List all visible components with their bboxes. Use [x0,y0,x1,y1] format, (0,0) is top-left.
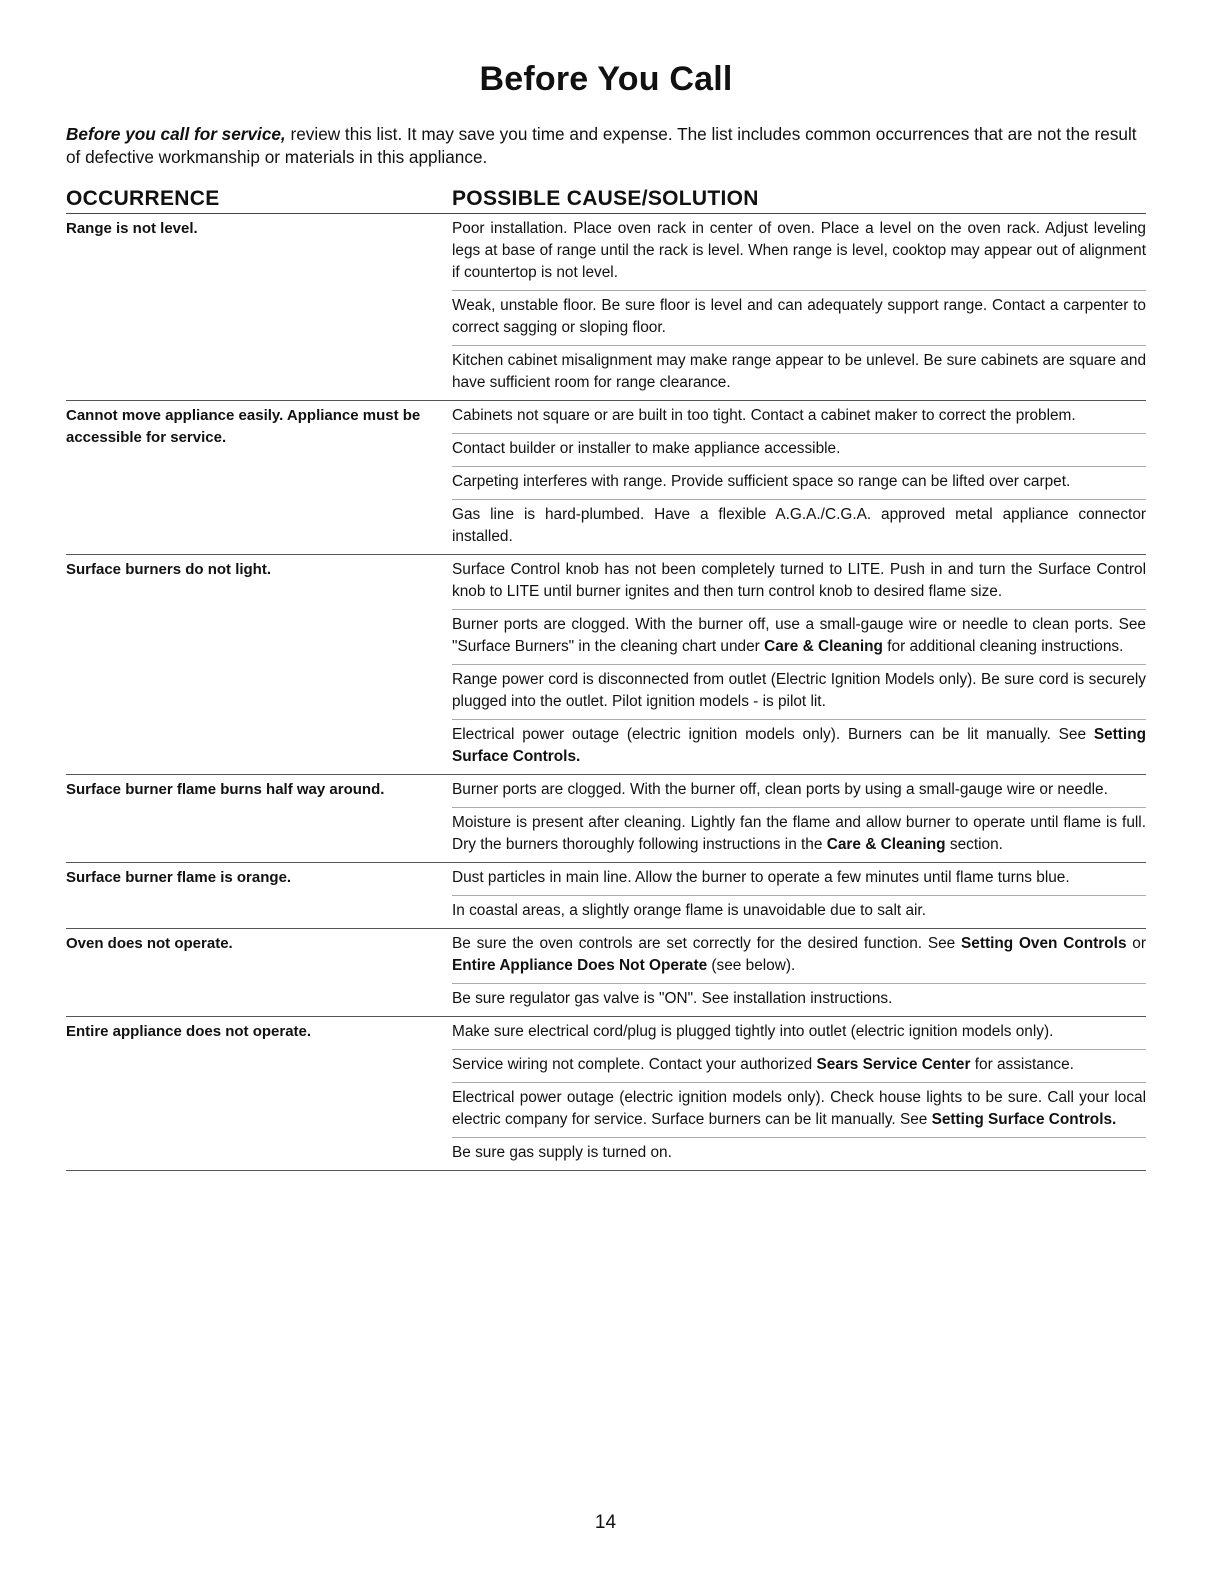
bold-reference: Care & Cleaning [826,836,946,853]
occurrence-cell: Surface burners do not light. [66,561,272,578]
solution-item [452,1138,1146,1170]
occurrence-cell: Surface burner flame burns half way around. [66,781,385,798]
solution-item [452,467,1146,500]
solution-item [452,929,1146,984]
solution-text: Be sure gas supply is turned on. [452,1144,672,1161]
solution-item [452,863,1146,896]
occurrence-header: OCCURRENCE [66,187,220,210]
occurrence-cell: Surface burner flame is orange. [66,869,292,886]
solution-text: Electrical power outage (electric ignition models only). Check house lights to be sure. Call your local electric company for service. Surface burners can be lit manually. See [452,1089,1146,1128]
table-row [66,1017,1146,1171]
solution-item [452,214,1146,291]
bold-reference: Care & Cleaning [764,638,883,655]
solution-list [452,1017,1146,1170]
solution-text: Burner ports are clogged. With the burner off, use a small-gauge wire or needle to clean ports. See "Surface Burners" in the cleaning chart under [452,616,1146,655]
solution-text: Dust particles in main line. Allow the burner to operate a few minutes until flame turns blue. [452,869,1070,886]
solution-item [452,610,1146,665]
solution-list [452,863,1146,928]
solution-list [452,555,1146,774]
solution-item [452,720,1146,774]
solution-text: Surface Control knob has not been completely turned to LITE. Push in and turn the Surface Control knob to LITE until burner ignites and then turn control knob to desired flame size. [452,561,1146,600]
table-row [66,863,1146,929]
solution-text: Kitchen cabinet misalignment may make range appear to be unlevel. Be sure cabinets are square and have sufficient room for range clearance. [452,352,1146,391]
solution-text: Contact builder or installer to make appliance accessible. [452,440,841,457]
bold-reference: Entire Appliance Does Not Operate [452,957,708,974]
table-row [66,401,1146,555]
solution-list [452,401,1146,554]
bold-reference: Setting Surface Controls. [931,1111,1117,1128]
solution-item [452,984,1146,1016]
solution-text: Poor installation. Place oven rack in center of oven. Place a level on the oven rack. Adjust leveling legs at base of range until the rack is level. When range is level, cooktop may appear out of alignment if countertop is not level. [452,220,1146,281]
solution-item [452,1050,1146,1083]
page-number: 14 [594,1512,617,1533]
table-row [66,775,1146,863]
solution-item [452,555,1146,610]
solution-text: Be sure the oven controls are set correctly for the desired function. See [452,935,962,952]
solution-text: Burner ports are clogged. With the burner off, clean ports by using a small-gauge wire or needle. [452,781,1108,798]
table-row [66,929,1146,1017]
solution-text: Make sure electrical cord/plug is plugged tightly into outlet (electric ignition models only). [452,1023,1054,1040]
solution-text: Service wiring not complete. Contact your authorized [452,1056,817,1073]
solution-item [452,291,1146,346]
solution-text: for assistance. [970,1056,1074,1073]
solution-text: Electrical power outage (electric ignition models only). Burners can be lit manually. See [452,726,1094,743]
solution-item [452,500,1146,554]
occurrence-cell: Entire appliance does not operate. [66,1023,312,1040]
troubleshooting-table [66,214,1146,1171]
solution-text: Carpeting interferes with range. Provide sufficient space so range can be lifted over carpet. [452,473,1071,490]
solution-item [452,346,1146,400]
bold-reference: Setting Surface Controls. [452,726,1146,765]
solution-item [452,775,1146,808]
column-headers [66,187,1146,214]
bold-reference: Sears Service Center [816,1056,971,1073]
intro-paragraph [66,123,1146,169]
occurrence-cell: Range is not level. [66,220,198,237]
solution-list [452,214,1146,400]
solution-text: or [1126,935,1146,952]
solution-list [452,775,1146,862]
solution-text: for additional cleaning instructions. [882,638,1124,655]
solution-text: (see below). [707,957,796,974]
solution-text: Gas line is hard-plumbed. Have a flexible A.G.A./C.G.A. approved metal appliance connector installed. [452,506,1146,545]
intro-text: review this list. It may save you time and expense. The list includes common occurrences that are not the result of defective workmanship or materials in this appliance. [66,124,1137,167]
solution-item [452,401,1146,434]
solution-item [452,896,1146,928]
solution-list [452,929,1146,1016]
solution-item [452,808,1146,862]
occurrence-cell: Cannot move appliance easily. Appliance must be accessible for service. [66,407,421,446]
table-row [66,214,1146,401]
solution-text: In coastal areas, a slightly orange flame is unavoidable due to salt air. [452,902,926,919]
page-title: Before You Call [479,60,733,98]
solution-item [452,1017,1146,1050]
intro-lead: Before you call for service, [66,124,286,144]
occurrence-cell: Oven does not operate. [66,935,233,952]
solution-header: POSSIBLE CAUSE/SOLUTION [452,187,759,210]
solution-item [452,1083,1146,1138]
solution-text: Be sure regulator gas valve is "ON". See installation instructions. [452,990,893,1007]
solution-text: Moisture is present after cleaning. Lightly fan the flame and allow burner to operate until flame is full. Dry the burners thoroughly following instructions in the [452,814,1146,853]
solution-item [452,434,1146,467]
solution-text: Cabinets not square or are built in too tight. Contact a cabinet maker to correct the problem. [452,407,1076,424]
solution-item [452,665,1146,720]
solution-text: Weak, unstable floor. Be sure floor is level and can adequately support range. Contact a carpenter to correct sagging or sloping floor. [452,297,1146,336]
solution-text: section. [945,836,1003,853]
table-row [66,555,1146,775]
bold-reference: Setting Oven Controls [961,935,1127,952]
solution-text: Range power cord is disconnected from outlet (Electric Ignition Models only). Be sure cord is securely plugged into the outlet. Pilot ignition models - is pilot lit. [452,671,1146,710]
